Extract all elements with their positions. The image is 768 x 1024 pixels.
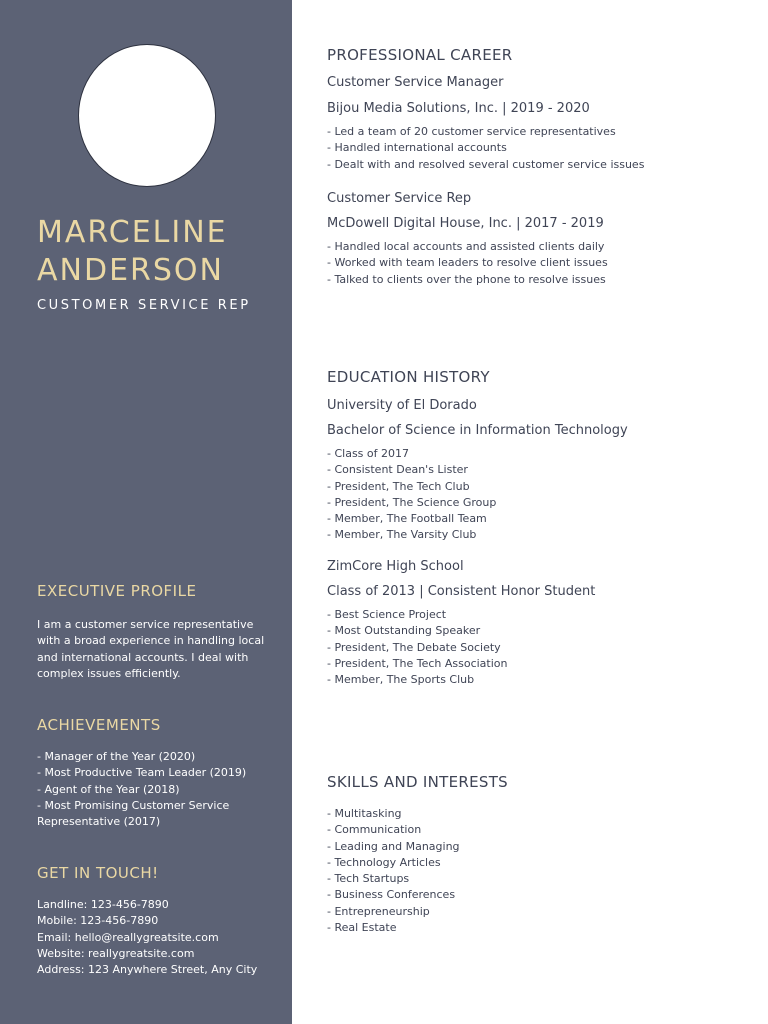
list-item: - Consistent Dean's Lister [327,463,468,477]
list-item: - Best Science Project [327,608,447,621]
sidebar [0,0,292,1024]
executive-profile-heading: EXECUTIVE PROFILE [37,582,197,600]
list-item: - Real Estate [327,921,397,935]
contact-landline: Landline: 123-456-7890 [37,898,169,911]
list-item: - President, The Tech Association [327,656,508,670]
contact-mobile: Mobile: 123-456-7890 [37,914,159,928]
school-detail-1: Bachelor of Science in Information Technology [327,423,628,438]
school-name-2: ZimCore High School [327,559,464,574]
list-item: - Multitasking [327,807,402,820]
job-company-2: McDowell Digital House, Inc. | 2017 - 2019 [327,216,604,231]
list-item: - Dealt with and resolved several customer service issues [327,157,645,171]
profile-photo-placeholder [78,44,216,187]
list-item: - Talked to clients over the phone to resolve issues [327,272,606,286]
achievements-heading: ACHIEVEMENTS [37,716,161,734]
list-item: - President, The Tech Club [327,479,470,493]
education-heading: EDUCATION HISTORY [327,368,490,386]
job-duties-1 [327,124,644,173]
list-item: - Class of 2017 [327,447,409,460]
contact-list [37,897,269,978]
first-name: MARCELINE [37,215,228,250]
job-title: CUSTOMER SERVICE REP [37,298,251,313]
list-item: - Most Promising Customer Service Representative (2017) [37,798,230,829]
full-name [37,214,277,290]
list-item: - Member, The Varsity Club [327,528,477,542]
executive-profile-text: I am a customer service representative with a broad experience in handling local and international accounts. I deal with complex issues efficiently. [37,618,265,680]
list-item: - Leading and Managing [327,839,460,853]
skills-heading: SKILLS AND INTERESTS [327,773,508,791]
list-item: - Business Conferences [327,888,456,902]
list-item: - Communication [327,823,422,837]
contact-address: Address: 123 Anywhere Street, Any City [37,963,258,977]
list-item: - Member, The Sports Club [327,673,475,687]
job-title-2: Customer Service Rep [327,191,472,206]
list-item: - Tech Startups [327,872,410,886]
list-item: - Member, The Football Team [327,512,487,526]
skills-list [327,806,460,936]
contact-email[interactable]: Email: hello@reallygreatsite.com [37,930,219,944]
job-duties-2 [327,239,608,288]
job-title-1: Customer Service Manager [327,75,504,90]
school-items-1 [327,446,496,544]
list-item: - Most Productive Team Leader (2019) [37,766,247,780]
achievements-list [37,749,269,830]
list-item: - Most Outstanding Speaker [327,624,481,638]
list-item: - President, The Debate Society [327,640,501,654]
list-item: - Handled international accounts [327,141,507,155]
list-item: - Worked with team leaders to resolve client issues [327,256,608,270]
contact-heading: GET IN TOUCH! [37,864,159,882]
list-item: - President, The Science Group [327,495,497,509]
school-items-2 [327,607,508,688]
list-item: - Led a team of 20 customer service representatives [327,125,616,138]
contact-website[interactable]: Website: reallygreatsite.com [37,946,195,960]
list-item: - Technology Articles [327,855,441,869]
career-heading: PROFESSIONAL CAREER [327,46,513,64]
list-item: - Manager of the Year (2020) [37,750,196,763]
job-company-1: Bijou Media Solutions, Inc. | 2019 - 2020 [327,101,590,116]
list-item: - Agent of the Year (2018) [37,782,180,796]
last-name: ANDERSON [37,253,224,288]
list-item: - Entrepreneurship [327,904,430,918]
school-detail-2: Class of 2013 | Consistent Honor Student [327,584,596,599]
list-item: - Handled local accounts and assisted clients daily [327,240,605,253]
school-name-1: University of El Dorado [327,398,477,413]
